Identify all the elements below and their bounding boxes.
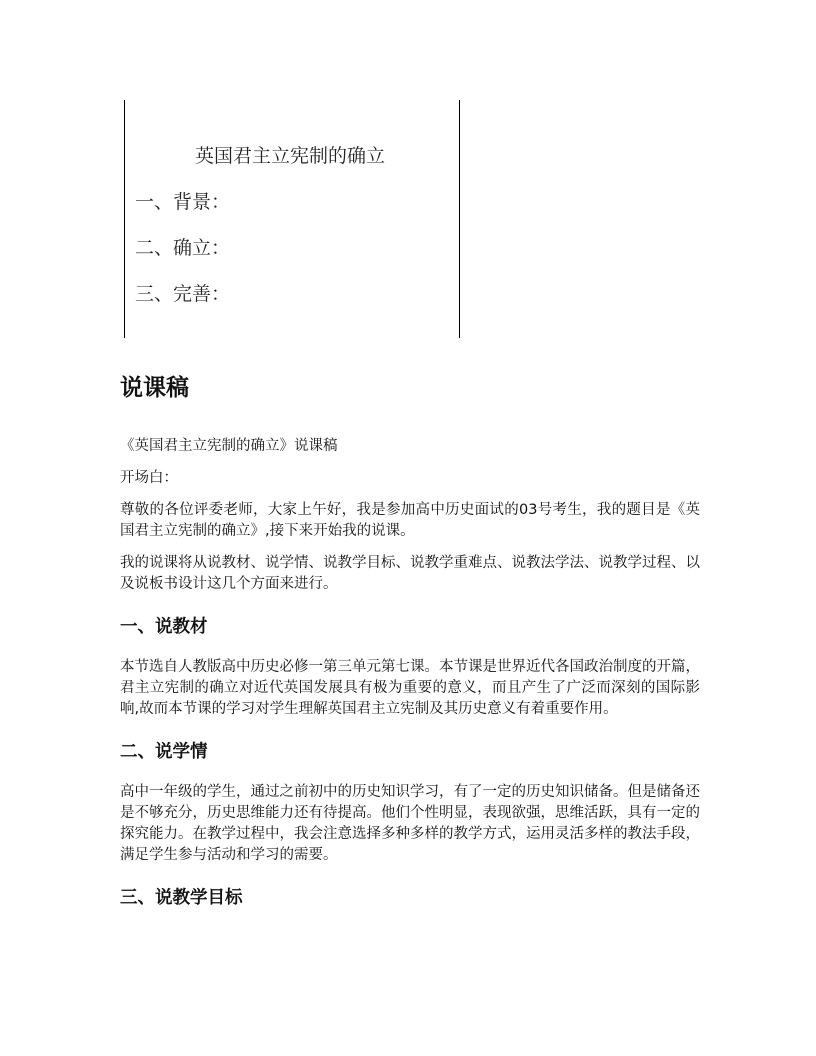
board-item-establishment: 二、确立： (135, 237, 231, 259)
blackboard-design-box (124, 100, 460, 338)
board-title: 英国君主立宪制的确立 (195, 145, 386, 167)
document-title: 说课稿 (120, 375, 189, 401)
board-item-improvement: 三、完善： (135, 283, 231, 305)
section-heading-objectives: 三、说教学目标 (120, 888, 243, 908)
intro-paragraph: 我的说课将从说教材、说学情、说教学目标、说教学重难点、说教法学法、说教学过程、以及说板书设计这几个方面来进行。 (120, 555, 700, 592)
document-body (120, 370, 700, 928)
opening-paragraph: 尊敬的各位评委老师，大家上午好，我是参加高中历史面试的03号考生，我的题目是《英国君主立宪制的确立》,接下来开始我的说课。 (120, 502, 700, 539)
document-subtitle: 《英国君主立宪制的确立》说课稿 (120, 438, 338, 454)
section-heading-students: 二、说学情 (120, 742, 208, 762)
opening-label: 开场白： (120, 470, 178, 486)
section-paragraph-students: 高中一年级的学生，通过之前初中的历史知识学习，有了一定的历史知识储备。但是储备还是不够充分，历史思维能力还有待提高。他们个性明显，表现欲强，思维活跃，具有一定的探究能力。在教学过程中，我会注意选择多种多样的教学方式，运用灵活多样的教法手段，满足学生参与活动和学习的需要。 (120, 784, 700, 863)
section-paragraph-textbook: 本节选自人教版高中历史必修一第三单元第七课。本节课是世界近代各国政治制度的开篇，君主立宪制的确立对近代英国发展具有极为重要的意义，而且产生了广泛而深刻的国际影响,故而本节课的学习对学生理解英国君主立宪制及其历史意义有着重要作用。 (120, 659, 700, 717)
board-item-background: 一、背景： (135, 191, 231, 213)
section-heading-textbook: 一、说教材 (120, 617, 208, 637)
